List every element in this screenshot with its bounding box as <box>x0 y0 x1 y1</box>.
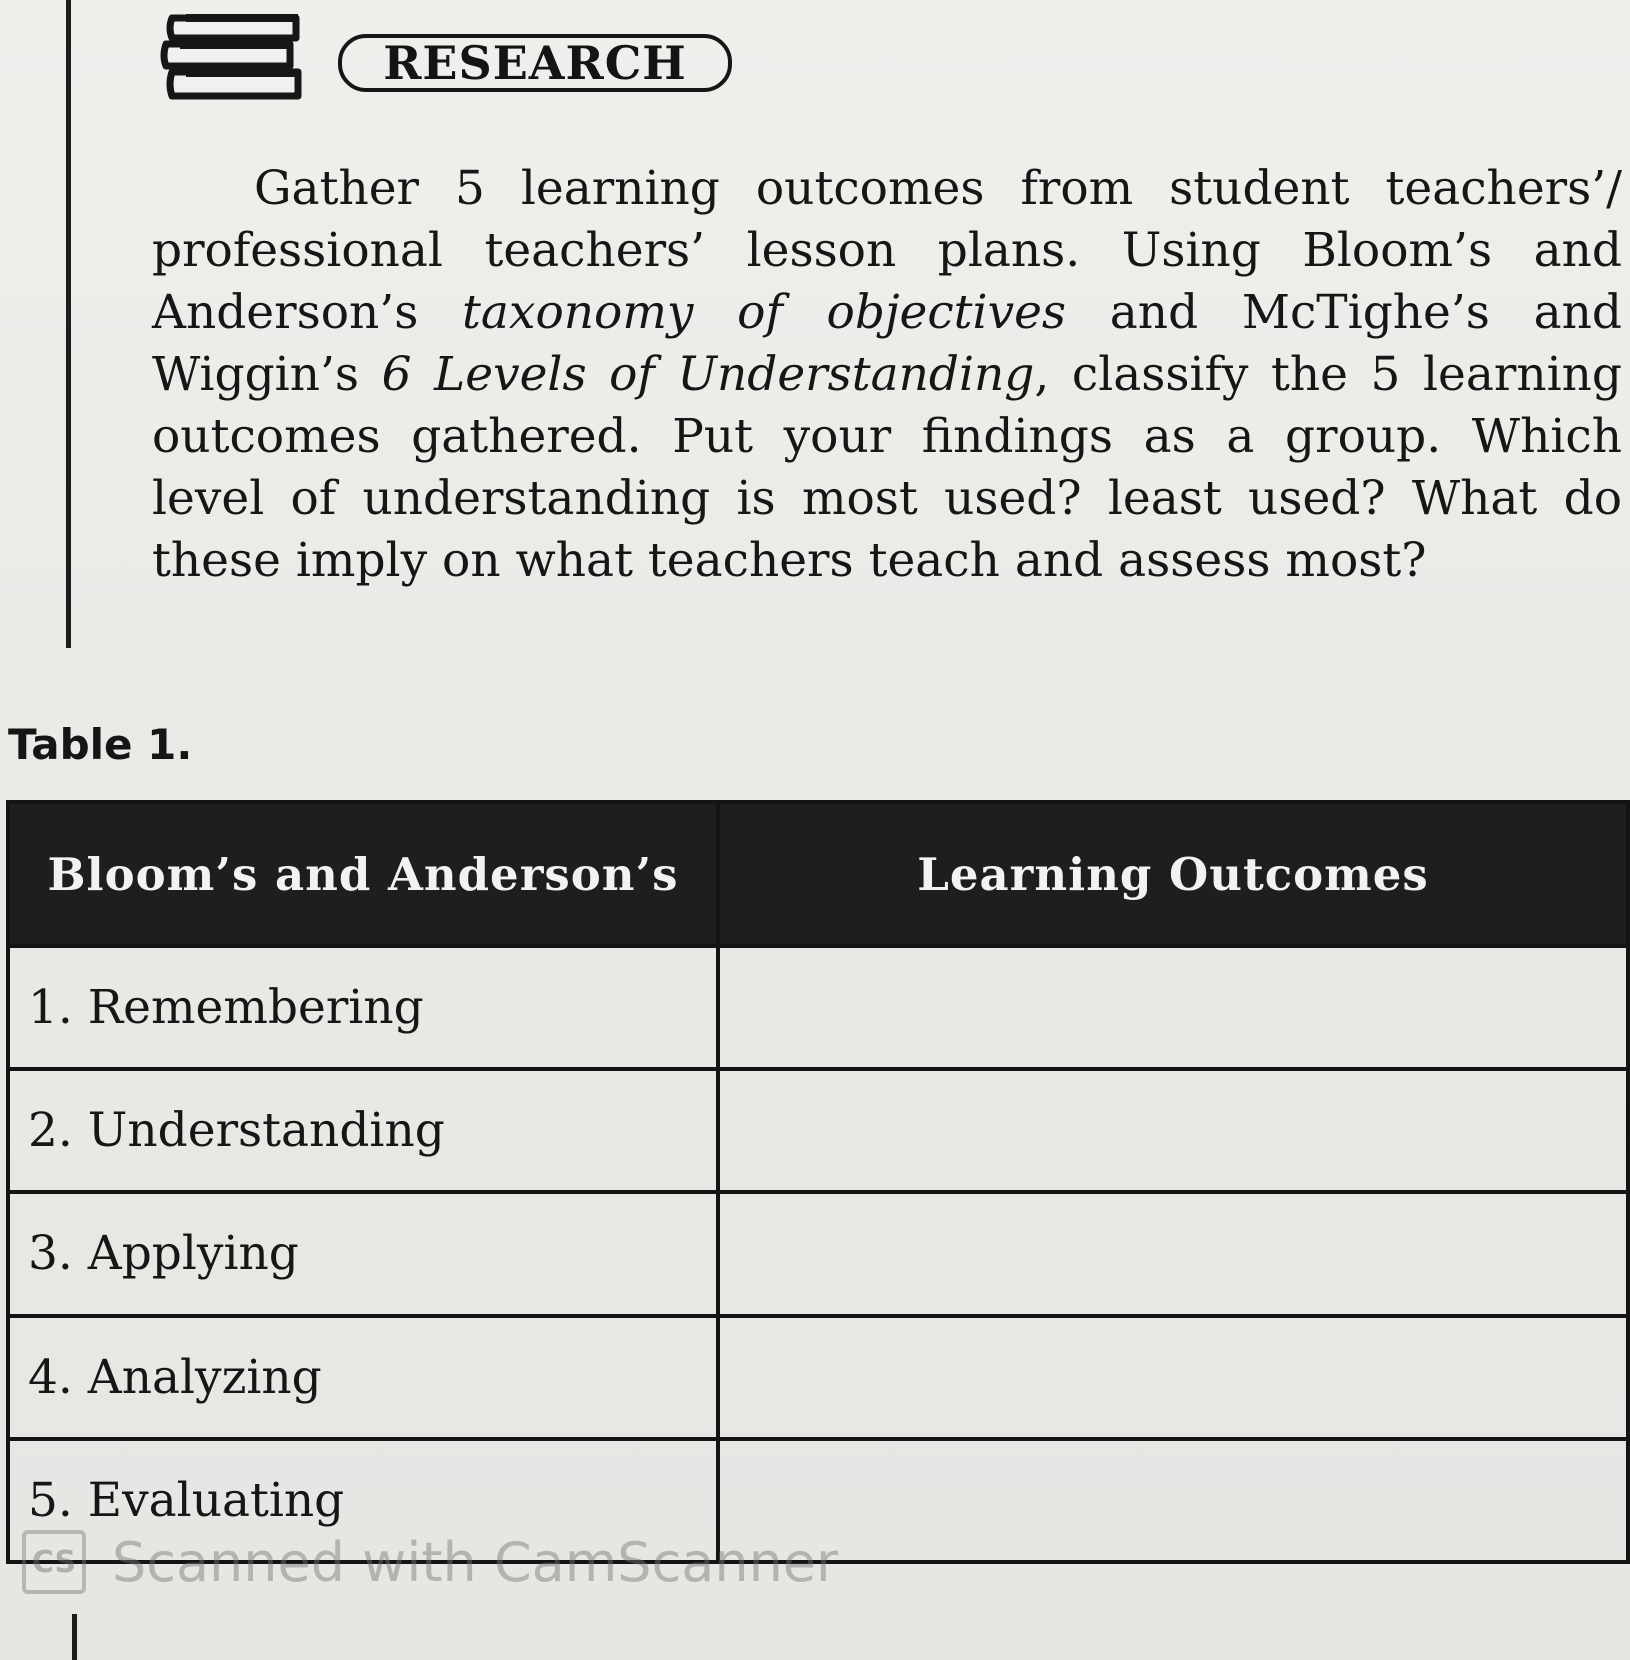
research-badge <box>338 34 732 92</box>
watermark-text: Scanned with CamScanner <box>112 1530 839 1594</box>
instructions-paragraph <box>152 158 1622 592</box>
table-header-row <box>8 802 1628 946</box>
outcome-cell[interactable] <box>718 946 1628 1069</box>
level-cell: 4. Analyzing <box>8 1316 718 1439</box>
camscanner-watermark <box>22 1530 838 1594</box>
instructions-text-3: , classify the 5 learning outcomes gathered. Put your findings as a group. Which level of understanding is most used? least used? What do these imply on what teachers teach and assess most? <box>152 347 1622 588</box>
learning-outcomes-table <box>6 800 1630 1564</box>
table-row <box>8 1069 1628 1192</box>
table-row <box>8 946 1628 1069</box>
bottom-margin-rule <box>72 1614 77 1660</box>
level-cell: 3. Applying <box>8 1192 718 1315</box>
level-cell: 1. Remembering <box>8 946 718 1069</box>
instructions-italic-2: 6 Levels of Understanding <box>381 347 1035 402</box>
header-learning-outcomes: Learning Outcomes <box>718 802 1628 946</box>
level-cell: 2. Understanding <box>8 1069 718 1192</box>
header-blooms-anderson: Bloom’s and Anderson’s <box>8 802 718 946</box>
instructions-text-1: Gather 5 learning outcomes from student teachers’/ professional teachers’ lesson plans. Using Bloom’s and Anderson’s <box>152 161 1622 340</box>
outcome-cell[interactable] <box>718 1439 1628 1562</box>
left-margin-rule <box>66 0 71 648</box>
instructions-italic-1: taxonomy of objectives <box>462 285 1067 340</box>
table-row <box>8 1316 1628 1439</box>
instructions-text-2: and McTighe’s and Wiggin’s <box>152 285 1623 402</box>
outcome-cell[interactable] <box>718 1316 1628 1439</box>
books-stack-icon <box>158 4 306 108</box>
outcome-cell[interactable] <box>718 1069 1628 1192</box>
camscanner-logo-icon: CS <box>22 1530 86 1594</box>
level-cell: 5. Evaluating <box>8 1439 718 1562</box>
table-row <box>8 1192 1628 1315</box>
outcome-cell[interactable] <box>718 1192 1628 1315</box>
research-badge-label: RESEARCH <box>383 36 687 90</box>
table-caption: Table 1. <box>8 720 193 769</box>
